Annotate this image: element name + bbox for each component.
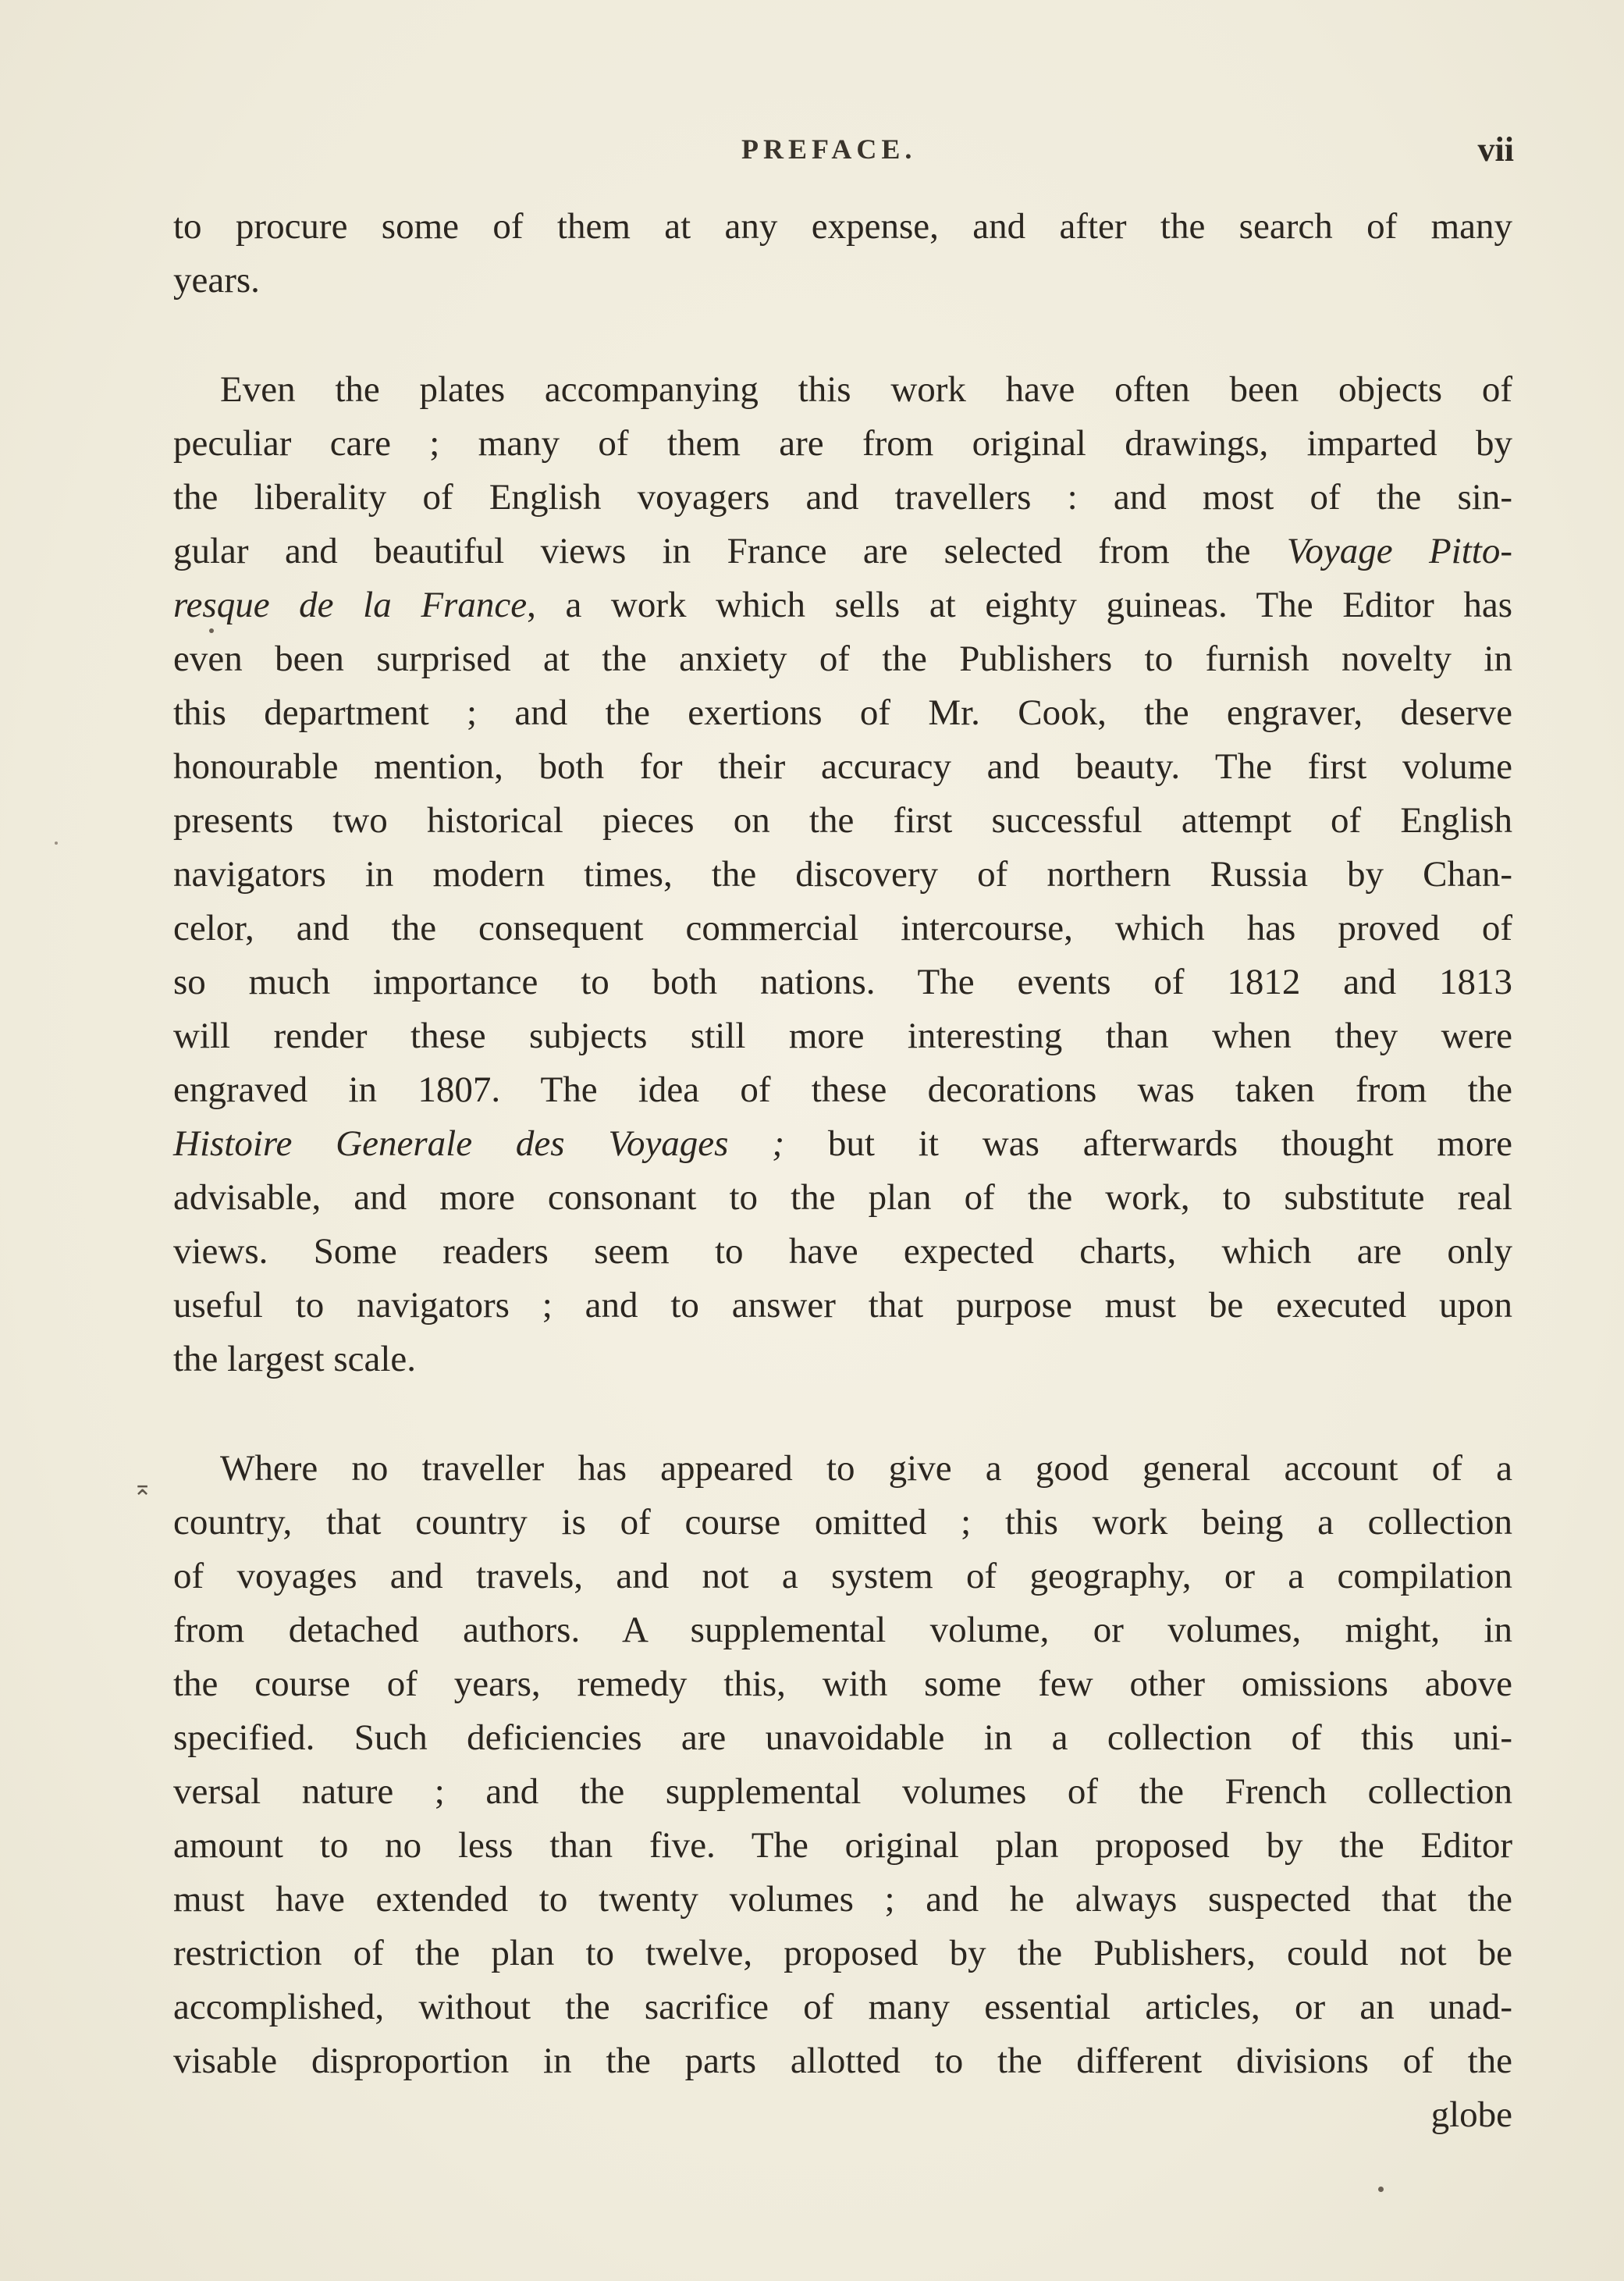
text-line: country, that country is of course omitted ; this work being a collection — [173, 1502, 1512, 1543]
text-line: advisable, and more consonant to the plan of the work, to substitute real — [173, 1177, 1512, 1218]
italic-title: Voyage Pitto- — [1286, 531, 1512, 571]
paragraph-gap — [173, 1386, 1512, 1442]
body-text — [173, 200, 1512, 2142]
text-line: engraved in 1807. The idea of these decorations was taken from the — [173, 1069, 1512, 1110]
text-line: from detached authors. A supplemental volume, or volumes, might, in — [173, 1610, 1512, 1650]
margin-mark-icon: ⌅ — [133, 1475, 153, 1500]
text-line: celor, and the consequent commercial intercourse, which has proved of — [173, 908, 1512, 948]
text-line: amount to no less than five. The original plan proposed by the Editor — [173, 1825, 1512, 1866]
text-line: Where no traveller has appeared to give a good general account of a — [220, 1448, 1512, 1489]
text-line: so much importance to both nations. The events of 1812 and 1813 — [173, 962, 1512, 1002]
text-line: Even the plates accompanying this work have often been objects of — [220, 369, 1512, 410]
text-line: useful to navigators ; and to answer that purpose must be executed upon — [173, 1285, 1512, 1326]
running-head — [172, 130, 1514, 180]
text-line: honourable mention, both for their accuracy and beauty. The first volume — [173, 746, 1512, 787]
text-line — [173, 578, 1512, 632]
text-line: the liberality of English voyagers and travellers : and most of the sin- — [173, 477, 1512, 518]
text-line: this department ; and the exertions of Mr. Cook, the engraver, deserve — [173, 692, 1512, 733]
text-line: specified. Such deficiencies are unavoidable in a collection of this uni- — [173, 1717, 1512, 1758]
text-line: even been surprised at the anxiety of the Publishers to furnish novelty in — [173, 639, 1512, 679]
text-line — [173, 525, 1512, 578]
text-line: navigators in modern times, the discovery of northern Russia by Chan- — [173, 854, 1512, 895]
text-line: the largest scale. — [173, 1339, 417, 1379]
text-segment: but it was afterwards thought more — [784, 1123, 1512, 1164]
italic-title: resque de la France — [173, 585, 528, 625]
running-title: PREFACE. — [741, 133, 917, 165]
text-line: versal nature ; and the supplemental volumes of the French collection — [173, 1771, 1512, 1812]
text-line: years. — [173, 260, 260, 301]
ink-speck — [209, 628, 214, 633]
text-line: peculiar care ; many of them are from original drawings, imparted by — [173, 423, 1512, 464]
text-line: presents two historical pieces on the first successful attempt of English — [173, 800, 1512, 841]
ink-speck — [1378, 2187, 1384, 2192]
paragraph-gap — [173, 308, 1512, 363]
text-line: the course of years, remedy this, with some few other omissions above — [173, 1664, 1512, 1704]
ink-speck — [55, 842, 58, 845]
text-segment: , a work which sells at eighty guineas. The Editor has — [527, 585, 1512, 625]
text-line: restriction of the plan to twelve, proposed by the Publishers, could not be — [173, 1933, 1512, 1973]
italic-title: Histoire Generale des Voyages ; — [173, 1123, 784, 1164]
text-line: will render these subjects still more interesting than when they were — [173, 1016, 1512, 1056]
text-line: visable disproportion in the parts allotted to the different divisions of the — [173, 2041, 1512, 2081]
text-line — [173, 1117, 1512, 1171]
text-segment: gular and beautiful views in France are selected from the — [173, 531, 1287, 571]
text-line: accomplished, without the sacrifice of many essential articles, or an unad- — [173, 1987, 1512, 2027]
text-line: must have extended to twenty volumes ; and he always suspected that the — [173, 1879, 1512, 1920]
page-number: vii — [1477, 130, 1514, 169]
text-line: views. Some readers seem to have expected charts, which are only — [173, 1231, 1512, 1272]
text-line: to procure some of them at any expense, and after the search of many — [173, 206, 1512, 247]
catchword: globe — [1430, 2094, 1512, 2135]
text-line: of voyages and travels, and not a system of geography, or a compilation — [173, 1556, 1512, 1596]
